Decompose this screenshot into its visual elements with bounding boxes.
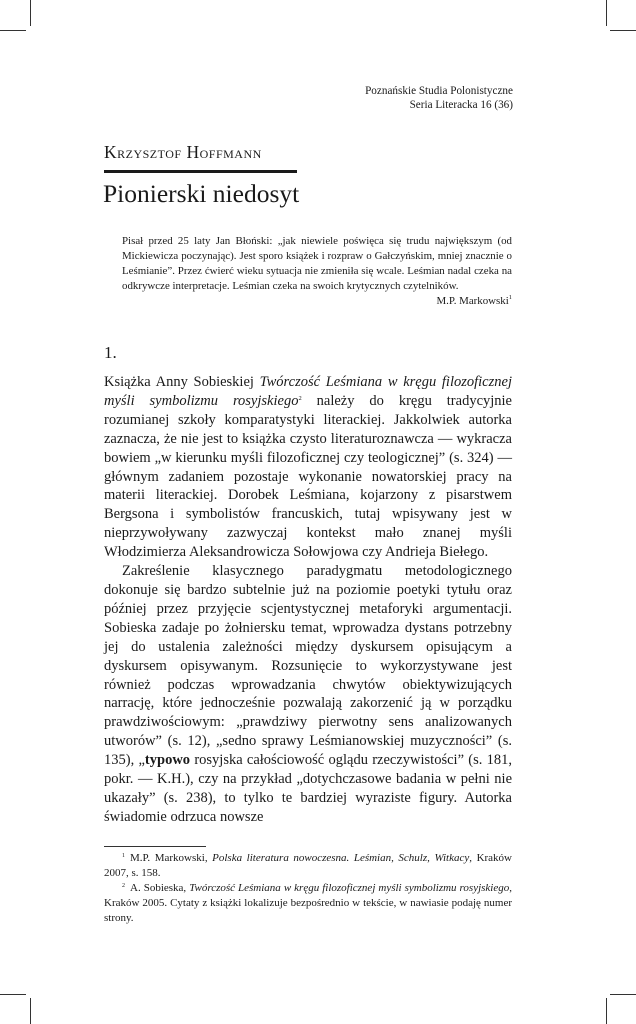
article-title: Pionierski niedosyt — [103, 179, 300, 208]
crop-mark — [0, 994, 26, 995]
footnote: $^2$ A. Sobieska, Twórczość Leśmiana w kręgu filozoficznej myśli symbolizmu rosyjskiego, Kraków 2005. Cytaty z książki lokalizuje bezpośrednio w tekście, w nawiasie podaję numer strony. — [104, 882, 512, 924]
crop-mark — [606, 998, 607, 1024]
crop-mark — [606, 0, 607, 26]
footnote-number: 2 — [122, 883, 125, 889]
footnote: $^1$ M.P. Markowski, Polska literatura nowoczesna. Leśmian, Schulz, Witkacy, Kraków 2007, s. 158. — [104, 852, 513, 879]
paragraph: Książka Anny Sobieskiej Twórczość Leśmiana w kręgu filozoficznej myśli symbolizmu rosyjskiego$^2$ należy do kręgu tradycyjnie rozumianej szkoły komparatystyki literackiej. Jakkolwiek autorka zaznacza, że nie jest to książka czysto literaturoznawcza — wykracza bowiem „w kierunku myśli filozoficznej czy teologicznej” (s. 324) — głównym zadaniem pozostaje wykonanie nowatorskiej pracy na materii literackiej. Dorobek Leśmiana, kojarzony z pisarstwem Bergsona i symbolistów francuskich, tutaj wpisywany jest w nieprzywoływany zazwyczaj kontekst mało znanej myśli Włodzimierza Aleksandrowicza Sołowjowa czy Andrieja Biełego. — [104, 374, 512, 561]
emphasis: typowo — [144, 752, 191, 769]
footnotes — [104, 851, 512, 926]
crop-mark — [30, 998, 31, 1024]
section-number: 1. — [104, 343, 117, 362]
book-title: Twórczość Leśmiana w kręgu filozoficznej myśli symbolizmu rosyjskiego — [104, 374, 512, 409]
journal-header — [365, 84, 513, 112]
crop-mark — [610, 30, 636, 31]
journal-series: Seria Literacka 16 (36) — [409, 99, 513, 111]
footnote-ref[interactable]: 2 — [298, 394, 302, 402]
footnote-ref[interactable]: 1 — [508, 294, 512, 301]
body-text — [104, 373, 512, 827]
article-author: Krzysztof Hoffmann — [104, 142, 262, 162]
footnote-rule — [104, 846, 206, 847]
journal-name: Poznańskie Studia Polonistyczne — [365, 85, 513, 97]
paragraph: Zakreślenie klasycznego paradygmatu metodologicznego dokonuje się bardzo subtelnie już na poziomie poetyki tytułu oraz później przez przyjęcie scjentystycznej metaforyki argumentacji. Sobieska zadaje po żołniersku temat, wprowadza dystans potrzebny jej do ustalenia zależności między dyskursem opisującym a dyskursem opisywanym. Rozsunięcie to wykorzystywane jest również podczas wprowadzania chwytów obiektywizujących narrację, które jednocześnie pozwalają zakorzenić ją w porządku prawdziwościowym: „prawdziwy pierwotny sens analizowanych utworów” (s. 12), „sedno sprawy Leśmianowskiej muzyczności” (s. 135), „typowo rosyjska całościowość oglądu rzeczywistości” (s. 181, pokr. — K.H.), czy na przykład „dotychczasowe badania w pełni nie ukazały” (s. 238), to tylko te bardziej wyraziste figury. Autorka świadomie odrzuca nowsze — [104, 563, 513, 825]
crop-mark — [30, 0, 31, 26]
crop-mark — [610, 994, 636, 995]
epigraph-text: Pisał przed 25 laty Jan Błoński: „jak niewiele poświęca się trudu największym (od Mickiewicza poczynając). Jest sporo książek i rozpraw o Gałczyńskim, mniej znacznie o Leśmianie”. Przez ćwierć wieku sytuacja nie zmieniła się wcale. Leśmian nadal czeka na odkrywcze interpretacje. Leśmian czeka na swoich krytycznych czytelników. — [122, 235, 512, 292]
epigraph-author: M.P. Markowski — [436, 295, 509, 307]
crop-mark — [0, 30, 26, 31]
epigraph — [122, 234, 512, 309]
footnote-number: 1 — [122, 853, 125, 859]
author-rule — [104, 170, 297, 173]
epigraph-attribution — [122, 294, 512, 309]
